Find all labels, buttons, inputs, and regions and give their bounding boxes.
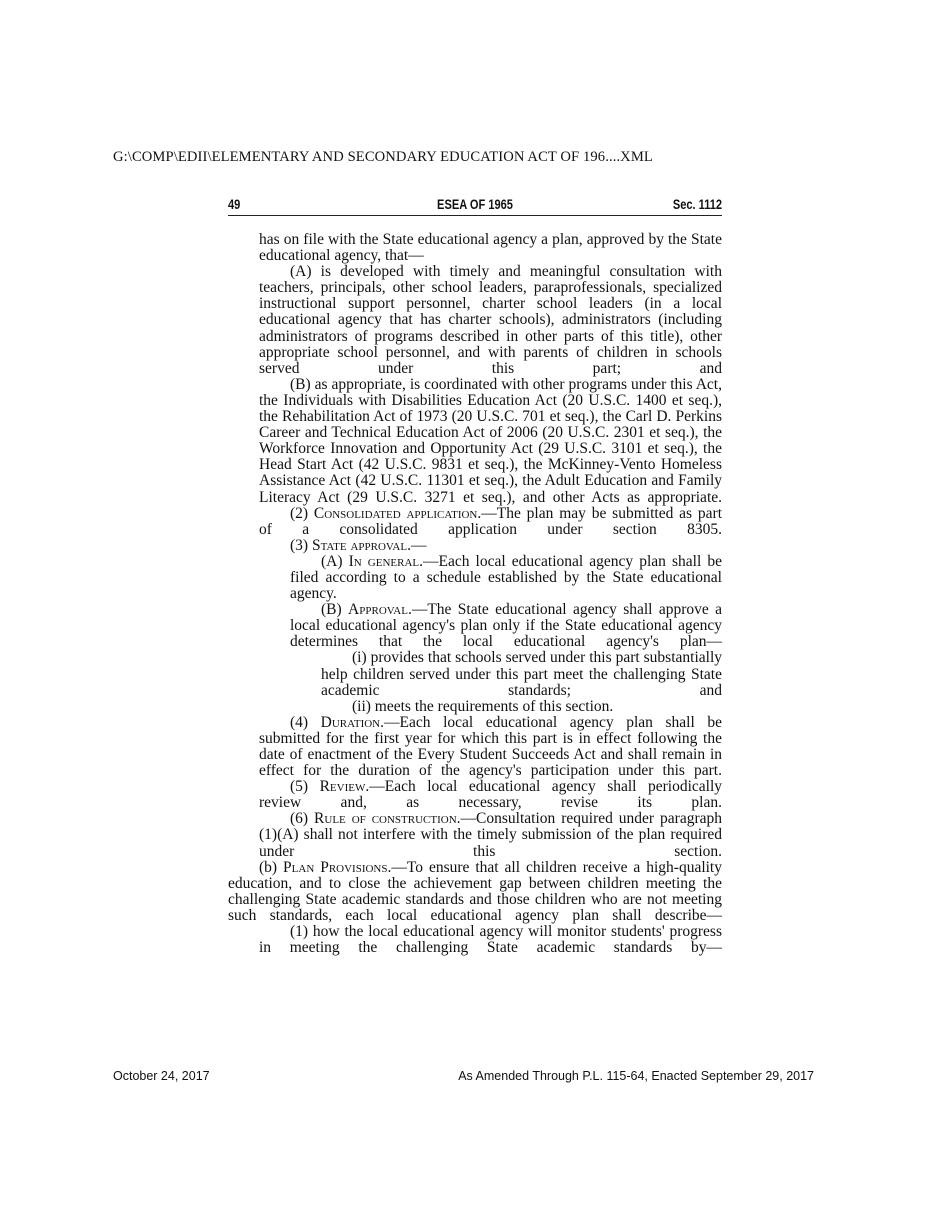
statute-body (228, 232, 722, 956)
paragraph-3a-number: (A) (321, 552, 343, 570)
subsection-b-text: —To ensure that all children receive a high-quality education, and to close the achievement gap between children meeting the challenging State academic standards and those children who are not meeting such standards, each local educational agency plan shall describe— (228, 858, 722, 924)
paragraph-5-number: (5) (290, 778, 309, 796)
paragraph-6 (228, 811, 722, 859)
paragraph-3a-heading: In general. (348, 552, 423, 570)
paragraph-2-heading: Consolidated application. (313, 504, 482, 522)
footer-date: October 24, 2017 (113, 1069, 210, 1083)
footer-amended: As Amended Through P.L. 115-64, Enacted September 29, 2017 (458, 1069, 814, 1083)
subparagraph-a: (A) is developed with timely and meaningful consultation with teachers, principals, other school leaders, paraprofessionals, specialized instructional support personnel, charter school leaders (in a local educational agency that has charter schools), administrators (including administrators of programs described in other parts of this title), other appropriate school personnel, and with parents of children in schools served under this part; and (259, 263, 722, 377)
paragraph-3-dash: — (410, 536, 427, 554)
subsection-b-number: (b) (259, 858, 278, 876)
paragraph-3-number: (3) (290, 536, 309, 554)
paragraph-3a-text: —Each local educational agency plan shall be filed according to a schedule established by the State educational agency. (290, 552, 722, 603)
clause-i: (i) provides that schools served under this part substantially help children served under this part meet the challenging State academic standards; and (321, 649, 722, 699)
intro-paragraph: has on file with the State educational agency a plan, approved by the State educational agency, that— (259, 231, 722, 265)
subsection-b-heading: Plan Provisions. (283, 858, 392, 876)
paragraph-2 (228, 506, 722, 538)
subsection-b-paragraph-1: (1) how the local educational agency will monitor students' progress in meeting the challenging State academic standards by— (259, 923, 722, 957)
act-title: ESEA OF 1965 (437, 197, 513, 212)
subparagraph-b: (B) as appropriate, is coordinated with other programs under this Act, the Individuals with Disabilities Education Act (20 U.S.C. 1400 et seq.), the Rehabilitation Act of 1973 (20 U.S.C. 701 et seq.), the Carl D. Perkins Career and Technical Education Act of 2006 (20 U.S.C. 2301 et seq.), the Workforce Innovation and Opportunity Act (29 U.S.C. 3101 et seq.), the Head Start Act (42 U.S.C. 9831 et seq.), the McKinney-Vento Homeless Assistance Act (42 U.S.C. 11301 et seq.), the Adult Education and Family Literacy Act (29 U.S.C. 3271 et seq.), and other Acts as appropriate. (259, 375, 722, 506)
file-path: G:\COMP\EDII\ELEMENTARY AND SECONDARY EDUCATION ACT OF 196....XML (113, 149, 653, 165)
paragraph-3 (228, 538, 722, 554)
paragraph-2-number: (2) (290, 504, 309, 522)
paragraph-4 (228, 715, 722, 779)
page-number: 49 (228, 197, 241, 212)
paragraph-4-text: —Each local educational agency plan shall be submitted for the first year for which this part is in effect following the date of enactment of the Every Student Succeeds Act and shall remain in effect for the duration of the agency's participation under this part. (259, 713, 722, 780)
paragraph-5 (228, 779, 722, 811)
paragraph-3b-heading: Approval. (348, 601, 412, 619)
paragraph-6-text: —Consultation required under paragraph (1)(A) shall not interfere with the timely submission of the plan required under this section. (259, 810, 723, 860)
paragraph-4-number: (4) (290, 713, 309, 731)
paragraph-4-heading: Duration. (320, 713, 385, 731)
paragraph-5-heading: Review. (319, 778, 370, 796)
section-number: Sec. 1112 (672, 197, 722, 212)
paragraph-3b (228, 602, 722, 650)
subsection-b (228, 860, 722, 924)
paragraph-3b-number: (B) (321, 601, 342, 619)
paragraph-2-text: —The plan may be submitted as part of a consolidated application under section 8305. (259, 504, 722, 538)
paragraph-3b-text: —The State educational agency shall approve a local educational agency's plan only if the State educational agency determines that the local educational agency's plan— (290, 601, 723, 651)
paragraph-6-heading: Rule of construction. (314, 810, 461, 828)
running-head (228, 197, 722, 216)
clause-ii: (ii) meets the requirements of this section. (352, 697, 614, 715)
paragraph-5-text: —Each local educational agency shall periodically review and, as necessary, revise its plan. (259, 778, 723, 812)
paragraph-3-heading: State approval. (311, 536, 411, 554)
paragraph-6-number: (6) (290, 810, 309, 828)
paragraph-3a (228, 554, 722, 602)
